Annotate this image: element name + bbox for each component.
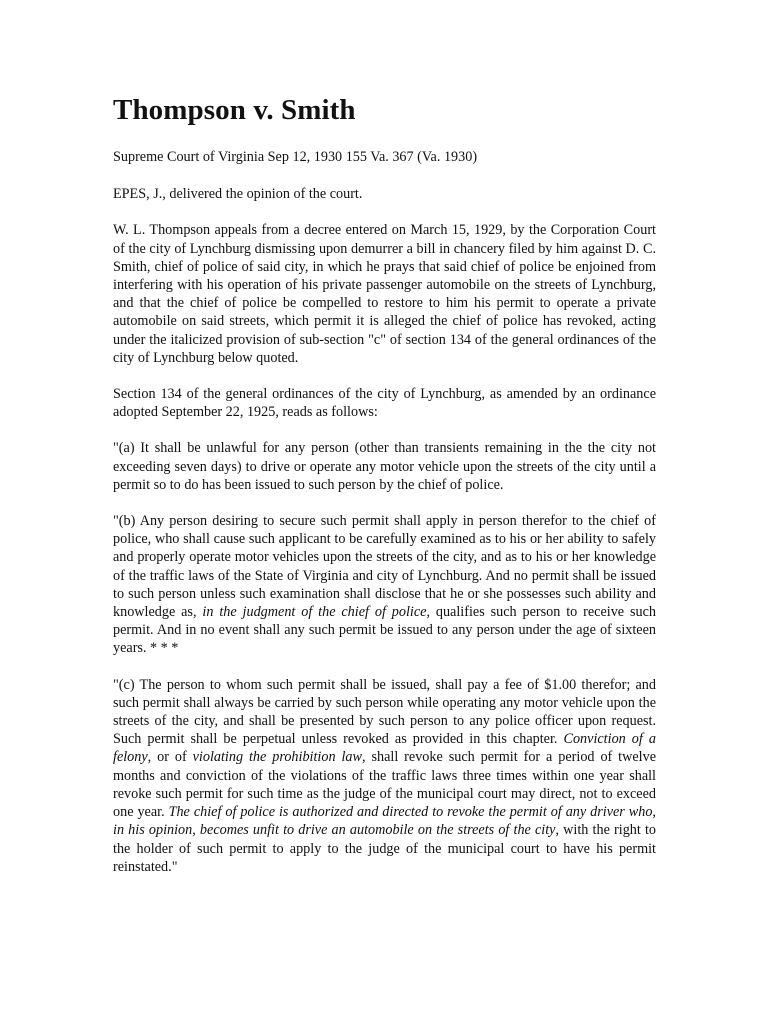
section-c-text-2: , or of [147, 749, 193, 766]
case-title: Thompson v. Smith [113, 94, 356, 126]
document-page [113, 92, 656, 894]
paragraph-ordinance-intro: Section 134 of the general ordinances of the city of Lynchburg, as amended by an ordinance adopted September 22, 1925, reads as follows: [113, 386, 656, 421]
section-b-italic-1: in the judgment of the chief of police [202, 604, 427, 621]
paragraph-section-c [113, 676, 656, 876]
section-c-italic-1: Conviction of a felony [113, 731, 656, 766]
section-c-text-1: "(c) The person to whom such permit shall be issued, shall pay a fee of $1.00 therefor; and such permit shall always be carried by such person while operating any motor vehicle upon the streets of the city, and shall be presented by such person to any police officer upon request. Such permit shall be perpetual unless revoked as provided in this chapter. [113, 676, 656, 748]
section-c-text-3: , shall revoke such permit for a period of twelve months and conviction of the violations of the traffic laws three times within one year shall revoke such permit for such time as the judge of the municipal court may direct, not to exceed one year. [113, 749, 656, 821]
section-c-italic-2: violating the prohibition law [192, 749, 362, 766]
section-c-text-4: , with the right to the holder of such permit to apply to the judge of the municipal court to have his permit reinstated." [113, 822, 656, 875]
section-b-text-2: , qualifies such person to receive such permit. And in no event shall any such permit be issued to any person under the age of sixteen years. * * * [113, 604, 656, 657]
court-citation: Supreme Court of Virginia Sep 12, 1930 155 Va. 367 (Va. 1930) [113, 149, 478, 165]
opinion-author-line: EPES, J., delivered the opinion of the court. [113, 186, 363, 203]
paragraph-section-b [113, 512, 656, 658]
paragraph-section-a: "(a) It shall be unlawful for any person (other than transients remaining in the the city not exceeding seven days) to drive or operate any motor vehicle upon the streets of the city until a permit so to do has been issued to such person by the chief of police. [113, 440, 656, 493]
section-b-text-1: "(b) Any person desiring to secure such permit shall apply in person therefor to the chief of police, who shall cause such applicant to be carefully examined as to his or her ability to safely and properly operate motor vehicles upon the streets of the city, and as to his or her knowledge of the traffic laws of the State of Virginia and city of Lynchburg. And no permit shall be issued to such person unless such examination shall disclose that he or she possesses such ability and knowledge as, [113, 513, 656, 621]
paragraph-appeal-summary: W. L. Thompson appeals from a decree entered on March 15, 1929, by the Corporation Court of the city of Lynchburg dismissing upon demurrer a bill in chancery filed by him against D. C. Smith, chief of police of said city, in which he prays that said chief of police be enjoined from interfering with his operation of his private passenger automobile on the streets of Lynchburg, and that the chief of police be compelled to restore to him his permit to operate a private automobile on said streets, which permit it is alleged the chief of police has revoked, acting under the italicized provision of sub-section "c" of section 134 of the general ordinances of the city of Lynchburg below quoted. [113, 222, 656, 366]
section-c-italic-3: The chief of police is authorized and directed to revoke the permit of any driver who, in his opinion, becomes unfit to drive an automobile on the streets of the city [113, 804, 656, 839]
